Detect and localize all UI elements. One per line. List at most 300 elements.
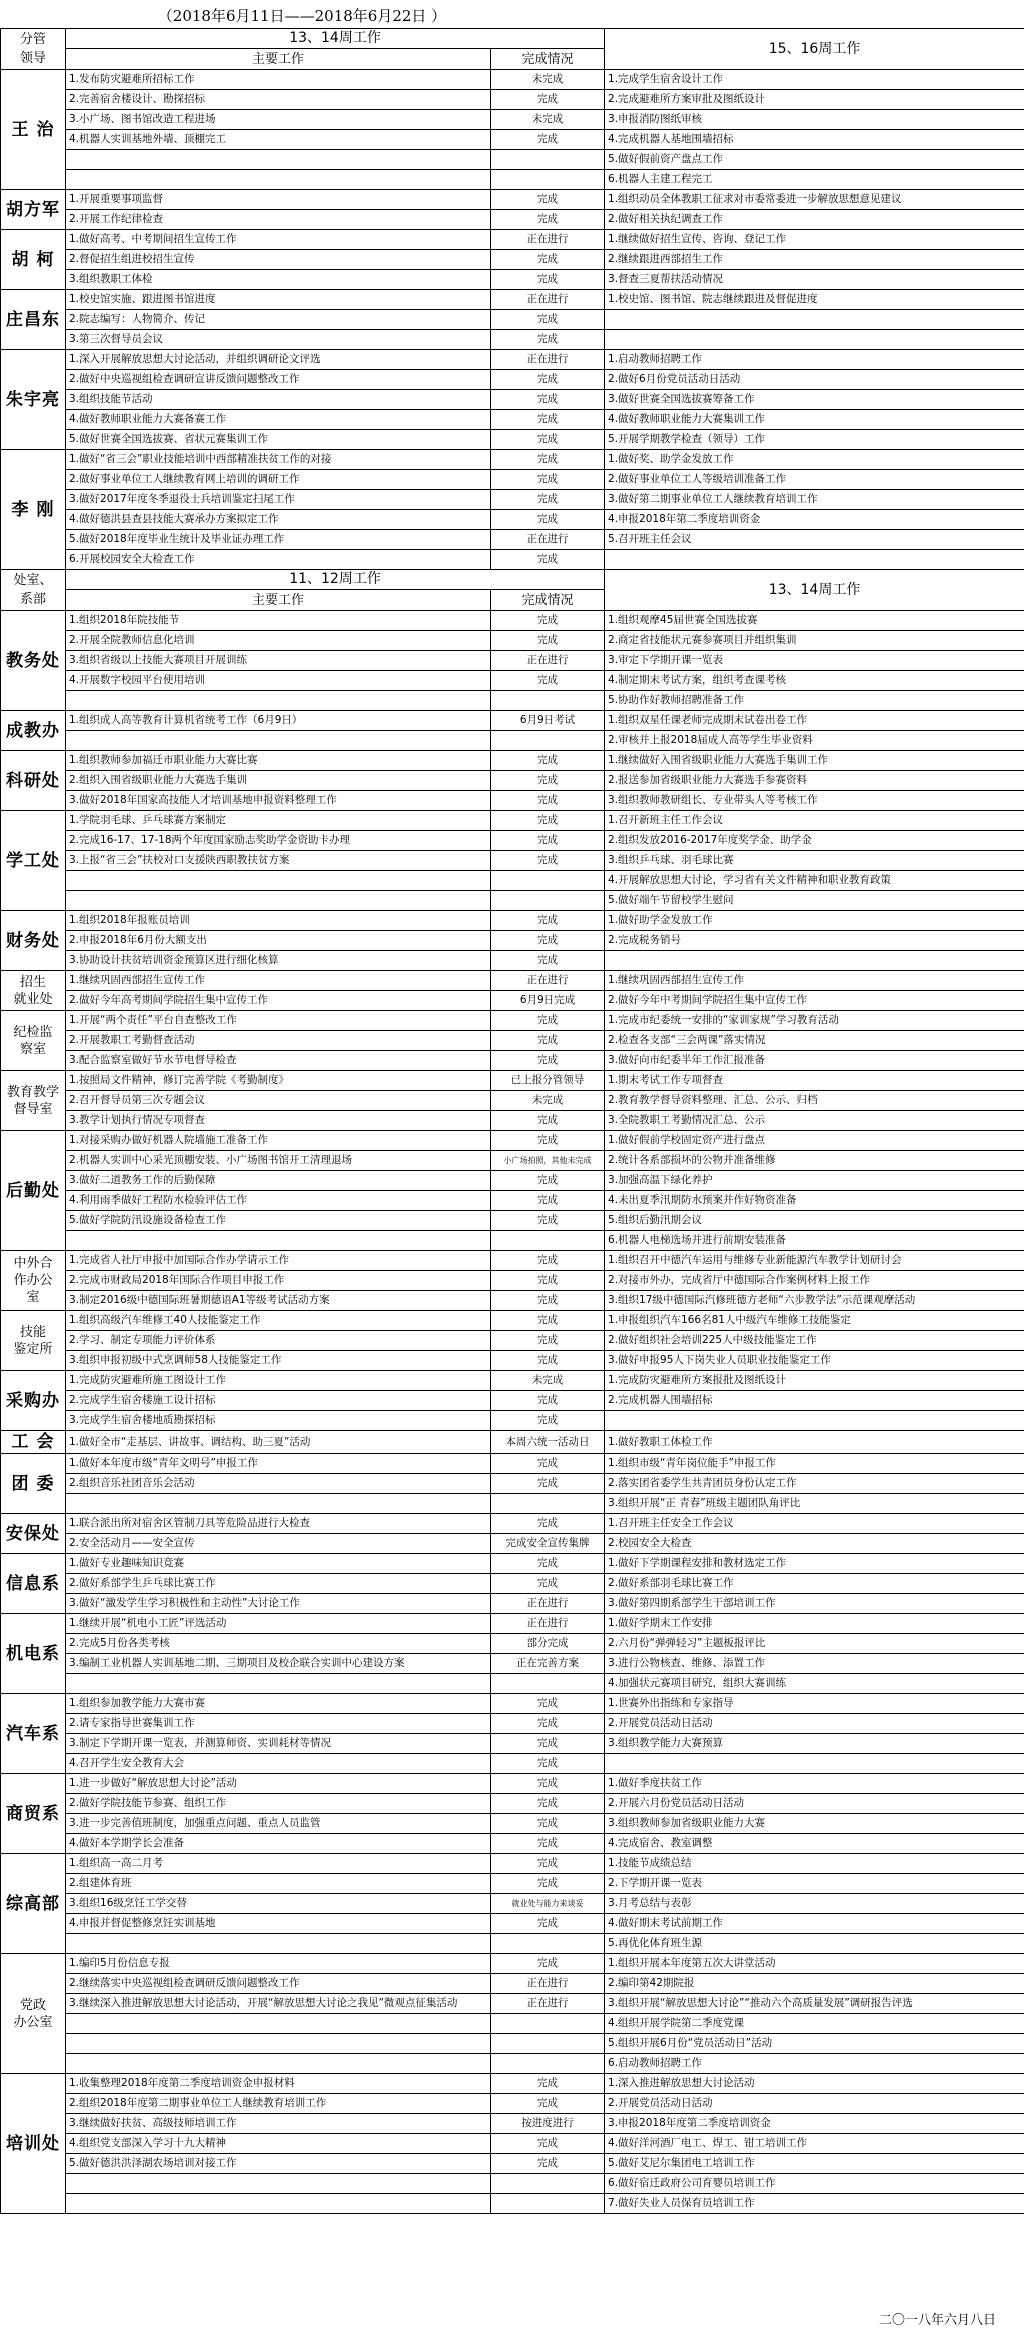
department-name: 财务处 <box>1 911 66 971</box>
completion-status: 完成 <box>491 931 605 951</box>
table-row <box>1 1794 1024 1814</box>
completion-status: 完成 <box>491 490 605 510</box>
next-work-item: 3.申报消防图纸审核 <box>605 110 1024 130</box>
next-work-item: 3.组织教师教研组长、专业带头人等考核工作 <box>605 791 1024 811</box>
table-row <box>1 450 1024 470</box>
table-row <box>1 1854 1024 1874</box>
next-work-item: 3.做好向市纪委半年工作汇报准备 <box>605 1051 1024 1071</box>
department-name: 团 委 <box>1 1454 66 1514</box>
next-work-item: 4.未出夏季汛期防水预案并作好物资准备 <box>605 1191 1024 1211</box>
previous-work-item: 1.继续开展“机电小工匠”评选活动 <box>66 1614 491 1634</box>
table-row <box>1 70 1024 90</box>
previous-work-item <box>66 2034 491 2054</box>
completion-status: 未完成 <box>491 110 605 130</box>
next-work-item: 5.做好假前资产盘点工作 <box>605 150 1024 170</box>
next-work-item: 1.做好下学期课程安排和教材选定工作 <box>605 1554 1024 1574</box>
previous-work-item: 1.进一步做好“解放思想大讨论”活动 <box>66 1774 491 1794</box>
completion-status: 完成 <box>491 250 605 270</box>
previous-work-item: 1.组织教师参加福迁市职业能力大赛比赛 <box>66 751 491 771</box>
next-work-item: 2.做好6月份党员活动日活动 <box>605 370 1024 390</box>
table-row <box>1 1754 1024 1774</box>
previous-work-item <box>66 1934 491 1954</box>
table-row <box>1 1734 1024 1754</box>
previous-work-item: 1.做好本年度市级“青年文明号”申报工作 <box>66 1454 491 1474</box>
previous-work-item: 1.对接采购办做好机器人院墙施工准备工作 <box>66 1131 491 1151</box>
next-work-item: 1.世赛外出指练和专家指导 <box>605 1694 1024 1714</box>
next-work-item: 1.继续做好招生宣传、咨询、登记工作 <box>605 230 1024 250</box>
next-work-item: 2.继续跟进西部招生工作 <box>605 250 1024 270</box>
completion-status <box>491 2194 605 2214</box>
previous-work-item: 3.做好二道教务工作的后勤保障 <box>66 1171 491 1191</box>
previous-work-item: 2.组织音乐社团音乐会活动 <box>66 1474 491 1494</box>
table-row <box>1 1894 1024 1914</box>
table-row <box>1 2014 1024 2034</box>
table-row <box>1 811 1024 831</box>
next-work-item: 1.继续做好入围省级职业能力大赛选手集训工作 <box>605 751 1024 771</box>
completion-status: 完成 <box>491 390 605 410</box>
previous-work-item: 1.校史馆实施、跟进图书馆进度 <box>66 290 491 310</box>
table-row <box>1 1994 1024 2014</box>
table-row <box>1 310 1024 330</box>
department-name: 商贸系 <box>1 1774 66 1854</box>
table-row <box>1 1814 1024 1834</box>
table-row <box>1 1291 1024 1311</box>
next-work-item: 4.完成机器人基地围墙招标 <box>605 130 1024 150</box>
next-work-item: 1.完成防灾避难所方案报批及图纸设计 <box>605 1371 1024 1391</box>
previous-work-item: 3.组织教职工体检 <box>66 270 491 290</box>
table-row <box>1 510 1024 530</box>
next-work-item <box>605 330 1024 350</box>
previous-work-item: 2.做好事业单位工人继续教育网上培训的调研工作 <box>66 470 491 490</box>
table-row <box>1 691 1024 711</box>
next-work-item: 5.开展学期教学检查（领导）工作 <box>605 430 1024 450</box>
department-name: 中外合 作办公 室 <box>1 1251 66 1311</box>
completion-status: 完成安全宣传集牌 <box>491 1534 605 1554</box>
completion-status: 完成 <box>491 370 605 390</box>
table-row <box>1 2134 1024 2154</box>
table-row <box>1 1874 1024 1894</box>
department-name: 教务处 <box>1 611 66 711</box>
next-work-item: 1.组织市级“青年岗位能手”申报工作 <box>605 1454 1024 1474</box>
completion-status: 完成 <box>491 1794 605 1814</box>
completion-status: 完成 <box>491 2154 605 2174</box>
department-name: 胡 柯 <box>1 230 66 290</box>
table-row <box>1 931 1024 951</box>
completion-status: 完成 <box>491 1854 605 1874</box>
table-row <box>1 2174 1024 2194</box>
next-work-item: 2.下学期开课一览表 <box>605 1874 1024 1894</box>
next-work-item: 2.开展党员活动日活动 <box>605 2094 1024 2114</box>
previous-work-item: 3.继续深入推进解放思想大讨论活动，开展“解放思想大讨论之我见”微观点征集活动 <box>66 1994 491 2014</box>
previous-work-item: 4.做好教师职业能力大赛备赛工作 <box>66 410 491 430</box>
previous-work-item: 1.做好全市“走基层、讲故事、调结构、助三夏”活动 <box>66 1431 491 1454</box>
department-name: 朱宇亮 <box>1 350 66 450</box>
completion-status: 完成 <box>491 190 605 210</box>
previous-work-item: 3.第三次督导员会议 <box>66 330 491 350</box>
previous-work-item: 3.组织16级烹饪工学交替 <box>66 1894 491 1914</box>
completion-status: 完成 <box>491 1331 605 1351</box>
previous-work-item: 2.申报2018年6月份大额支出 <box>66 931 491 951</box>
completion-status: 正在进行 <box>491 350 605 370</box>
next-work-item: 2.做好事业单位工人等级培训准备工作 <box>605 470 1024 490</box>
table-row <box>1 190 1024 210</box>
previous-work-item: 3.制定2016级中德国际班暑期德语A1等级考试活动方案 <box>66 1291 491 1311</box>
next-work-item: 5.召开班主任会议 <box>605 530 1024 550</box>
previous-work-item: 1.组织2018年报账员培训 <box>66 911 491 931</box>
table-row <box>1 550 1024 570</box>
table-row <box>1 1454 1024 1474</box>
completion-status: 完成 <box>491 510 605 530</box>
completion-status: 完成 <box>491 450 605 470</box>
table-row <box>1 2034 1024 2054</box>
completion-status <box>491 1231 605 1251</box>
table-row <box>1 1391 1024 1411</box>
previous-work-item: 3.继续做好扶贫、高级技师培训工作 <box>66 2114 491 2134</box>
previous-work-item: 3.组织技能节活动 <box>66 390 491 410</box>
previous-work-item <box>66 1231 491 1251</box>
table-row <box>1 1091 1024 1111</box>
completion-status: 完成 <box>491 1051 605 1071</box>
next-work-item: 6.机器人主建工程完工 <box>605 170 1024 190</box>
table-row <box>1 90 1024 110</box>
next-work-item: 1.完成市纪委统一安排的“家训家规”学习教育活动 <box>605 1011 1024 1031</box>
department-name: 后勤处 <box>1 1131 66 1251</box>
table-row <box>1 2114 1024 2134</box>
section1-header-row <box>1 29 1024 49</box>
completion-status <box>491 2034 605 2054</box>
completion-status: 完成 <box>491 1734 605 1754</box>
next-work-item: 3.做好世赛全国选拔赛筹备工作 <box>605 390 1024 410</box>
completion-status <box>491 150 605 170</box>
completion-status: 完成 <box>491 550 605 570</box>
table-row <box>1 2154 1024 2174</box>
next-work-item: 3.进行公物核查、维修、添置工作 <box>605 1654 1024 1674</box>
main-work-header: 主要工作 <box>66 49 491 70</box>
table-row <box>1 651 1024 671</box>
next-work-item: 1.做好助学金发放工作 <box>605 911 1024 931</box>
next-work-item <box>605 951 1024 971</box>
previous-work-item: 2.组织入围省级职业能力大赛选手集训 <box>66 771 491 791</box>
next-work-item: 2.对接市外办，完成省厅中德国际合作案例材料上报工作 <box>605 1271 1024 1291</box>
table-row <box>1 470 1024 490</box>
previous-work-item: 1.组织高一高二月考 <box>66 1854 491 1874</box>
completion-status: 完成 <box>491 771 605 791</box>
next-work-item: 1.申报组织汽车166名81人中级汽车维修工技能鉴定 <box>605 1311 1024 1331</box>
table-row <box>1 891 1024 911</box>
table-row <box>1 210 1024 230</box>
table-row <box>1 150 1024 170</box>
previous-work-item: 2.完成16-17、17-18两个年度国家励志奖助学金资助卡办理 <box>66 831 491 851</box>
next-work-item: 3.组织乒乓球、羽毛球比赛 <box>605 851 1024 871</box>
next-work-item: 2.编印第42期院报 <box>605 1974 1024 1994</box>
previous-work-item: 1.做好高考、中考期间招生宣传工作 <box>66 230 491 250</box>
completion-status: 完成 <box>491 1954 605 1974</box>
next-work-item: 2.完成机器人围墙招标 <box>605 1391 1024 1411</box>
next-work-item: 1.做好假前学校固定资产进行盘点 <box>605 1131 1024 1151</box>
table-row <box>1 731 1024 751</box>
next-work-item: 4.做好洋河酒厂电工、焊工、钳工培训工作 <box>605 2134 1024 2154</box>
department-name: 王 治 <box>1 70 66 190</box>
previous-work-item <box>66 691 491 711</box>
table-row <box>1 791 1024 811</box>
next-work-item: 2.检查各支部“三会两课”落实情况 <box>605 1031 1024 1051</box>
department-name: 汽车系 <box>1 1694 66 1774</box>
previous-work-item: 1.开展“两个责任”平台自查整改工作 <box>66 1011 491 1031</box>
completion-status: 完成 <box>491 90 605 110</box>
department-name: 李 刚 <box>1 450 66 570</box>
department-name: 胡方军 <box>1 190 66 230</box>
next-work-item: 2.统计各系部损坏的公物并准备维修 <box>605 1151 1024 1171</box>
completion-status: 完成 <box>491 1574 605 1594</box>
completion-status: 完成 <box>491 2094 605 2114</box>
previous-work-item: 4.机器人实训基地外墙、顶棚完工 <box>66 130 491 150</box>
table-row <box>1 1071 1024 1091</box>
table-row <box>1 1331 1024 1351</box>
next-work-item: 2.教育教学督导资料整理、汇总、公示、归档 <box>605 1091 1024 1111</box>
table-row <box>1 530 1024 550</box>
table-row <box>1 350 1024 370</box>
next-work-item: 1.做好季度扶贫工作 <box>605 1774 1024 1794</box>
department-name: 安保处 <box>1 1514 66 1554</box>
table-row <box>1 1714 1024 1734</box>
schedule-table-container <box>0 28 1024 2214</box>
table-row <box>1 1431 1024 1454</box>
table-row <box>1 1954 1024 1974</box>
next-work-item: 2.做好今年中考期间学院招生集中宣传工作 <box>605 991 1024 1011</box>
table-row <box>1 1654 1024 1674</box>
previous-work-item: 4.做好本学期学长会准备 <box>66 1834 491 1854</box>
next-work-item: 6.机器人电梯选场并进行前期安装准备 <box>605 1231 1024 1251</box>
completion-status: 正在完善方案 <box>491 1654 605 1674</box>
completion-status: 完成 <box>491 1111 605 1131</box>
table-row <box>1 1474 1024 1494</box>
previous-work-item: 2.完成5月份各类考核 <box>66 1634 491 1654</box>
table-row <box>1 1191 1024 1211</box>
next-work-item: 3.组织开展“正 青春”班级主题团队角评比 <box>605 1494 1024 1514</box>
column-label: 处室、 系部 <box>1 570 66 611</box>
next-work-item: 2.做好系部羽毛球比赛工作 <box>605 1574 1024 1594</box>
previous-work-item: 1.继续巩固西部招生宣传工作 <box>66 971 491 991</box>
table-row <box>1 991 1024 1011</box>
previous-work-item <box>66 2014 491 2034</box>
previous-work-item: 3.进一步完善值班制度，加强重点问题、重点人员监管 <box>66 1814 491 1834</box>
previous-work-item: 3.教学计划执行情况专项督查 <box>66 1111 491 1131</box>
table-row <box>1 671 1024 691</box>
previous-work-item: 2.开展工作纪律检查 <box>66 210 491 230</box>
completion-status: 完成 <box>491 1694 605 1714</box>
next-work-item: 1.启动教师招聘工作 <box>605 350 1024 370</box>
table-row <box>1 1514 1024 1534</box>
department-name: 庄昌东 <box>1 290 66 350</box>
completion-status: 完成 <box>491 1454 605 1474</box>
department-name: 学工处 <box>1 811 66 911</box>
next-work-item <box>605 550 1024 570</box>
table-row <box>1 1231 1024 1251</box>
next-work-item <box>605 1754 1024 1774</box>
table-row <box>1 1351 1024 1371</box>
previous-work-item: 2.开展教职工考勤督查活动 <box>66 1031 491 1051</box>
department-name: 科研处 <box>1 751 66 811</box>
next-work-item: 3.审定下学期开课一览表 <box>605 651 1024 671</box>
completion-status: 完成 <box>491 1031 605 1051</box>
next-work-item: 2.六月份“弹弹轻习”主题板报评比 <box>605 1634 1024 1654</box>
table-row <box>1 410 1024 430</box>
completion-status <box>491 731 605 751</box>
table-row <box>1 1574 1024 1594</box>
completion-status: 部分完成 <box>491 1634 605 1654</box>
next-work-item: 1.校史馆、图书馆、院志继续跟进及督促进度 <box>605 290 1024 310</box>
previous-work-item: 4.组织党支部深入学习十九大精神 <box>66 2134 491 2154</box>
department-name: 综高部 <box>1 1854 66 1954</box>
next-work-item: 1.做好奖、助学金发放工作 <box>605 450 1024 470</box>
previous-work-item: 1.开展重要事项监督 <box>66 190 491 210</box>
previous-work-item: 2.做好中央巡视组检查调研宣讲反馈问题整改工作 <box>66 370 491 390</box>
previous-work-item: 3.做好“激发学生学习积极性和主动性”大讨论工作 <box>66 1594 491 1614</box>
completion-status: 正在进行 <box>491 290 605 310</box>
previous-work-item: 1.深入开展解放思想大讨论活动，并组织调研论文评选 <box>66 350 491 370</box>
table-row <box>1 1411 1024 1431</box>
previous-work-item: 1.组织参加教学能力大赛市赛 <box>66 1694 491 1714</box>
completion-status <box>491 891 605 911</box>
previous-work-item: 2.做好系部学生乒乓球比赛工作 <box>66 1574 491 1594</box>
table-row <box>1 1031 1024 1051</box>
completion-status <box>491 1674 605 1694</box>
next-work-item: 5.做好艾尼尔集团电工培训工作 <box>605 2154 1024 2174</box>
table-row <box>1 631 1024 651</box>
previous-work-item: 2.完成市财政局2018年国际合作项目申报工作 <box>66 1271 491 1291</box>
completion-status: 完成 <box>491 1351 605 1371</box>
completion-status: 完成 <box>491 831 605 851</box>
previous-work-item <box>66 1674 491 1694</box>
next-work-item: 5.组织开展6月份“党员活动日”活动 <box>605 2034 1024 2054</box>
previous-work-item: 3.组织省级以上技能大赛项目开展训练 <box>66 651 491 671</box>
next-work-item: 6.启动教师招聘工作 <box>605 2054 1024 2074</box>
next-work-item: 1.组织双星任课老师完成期末试卷出卷工作 <box>605 711 1024 731</box>
next-work-item: 1.深入推进解放思想大讨论活动 <box>605 2074 1024 2094</box>
status-header: 完成情况 <box>491 49 605 70</box>
previous-work-item: 4.申报并督促整修烹饪实训基地 <box>66 1914 491 1934</box>
schedule-table-body <box>1 29 1024 2214</box>
completion-status <box>491 2174 605 2194</box>
completion-status: 完成 <box>491 1251 605 1271</box>
previous-work-item: 1.组织高级汽车维修工40人技能鉴定工作 <box>66 1311 491 1331</box>
completion-status: 完成 <box>491 1714 605 1734</box>
completion-status: 完成 <box>491 951 605 971</box>
table-row <box>1 270 1024 290</box>
completion-status: 正在进行 <box>491 530 605 550</box>
previous-work-item: 2.组织2018年度第二期事业单位工人继续教育培训工作 <box>66 2094 491 2114</box>
table-row <box>1 771 1024 791</box>
completion-status <box>491 2014 605 2034</box>
completion-status: 完成 <box>491 1171 605 1191</box>
next-work-item: 4.加强状元赛项目研究，组织大赛训练 <box>605 1674 1024 1694</box>
department-name: 培训处 <box>1 2074 66 2214</box>
completion-status: 完成 <box>491 1874 605 1894</box>
previous-work-item: 2.做好今年高考期间学院招生集中宣传工作 <box>66 991 491 1011</box>
completion-status <box>491 170 605 190</box>
main-work-header: 主要工作 <box>66 590 491 611</box>
column-label: 分管 领导 <box>1 29 66 70</box>
next-work-item: 1.技能节成绩总结 <box>605 1854 1024 1874</box>
completion-status: 完成 <box>491 130 605 150</box>
completion-status: 完成 <box>491 851 605 871</box>
previous-work-item: 1.联合派出所对宿舍区管制刀具等危险品进行大检查 <box>66 1514 491 1534</box>
next-work-item: 3.组织教学能力大赛预算 <box>605 1734 1024 1754</box>
previous-work-item: 2.完成学生宿舍楼施工设计招标 <box>66 1391 491 1411</box>
table-row <box>1 1674 1024 1694</box>
next-work-item: 1.继续巩固西部招生宣传工作 <box>605 971 1024 991</box>
table-row <box>1 971 1024 991</box>
completion-status: 完成 <box>491 791 605 811</box>
completion-status: 完成 <box>491 1011 605 1031</box>
completion-status: 完成 <box>491 751 605 771</box>
previous-work-item: 3.完成学生宿舍楼地质勘探招标 <box>66 1411 491 1431</box>
previous-work-item: 2.做好学院技能节参赛、组织工作 <box>66 1794 491 1814</box>
previous-work-item: 2.机器人实训中心采光顶棚安装、小广场图书馆开工清理退场 <box>66 1151 491 1171</box>
previous-work-item: 1.做好“省三会”职业技能培训中西部精准扶贫工作的对接 <box>66 450 491 470</box>
completion-status: 正在进行 <box>491 1594 605 1614</box>
next-work-item: 2.落实团省委学生共青团员身份认定工作 <box>605 1474 1024 1494</box>
completion-status: 完成 <box>491 1554 605 1574</box>
previous-work-item <box>66 731 491 751</box>
previous-work-item: 3.小广场、图书馆改造工程进场 <box>66 110 491 130</box>
table-row <box>1 1271 1024 1291</box>
table-row <box>1 1151 1024 1171</box>
left-period-header: 13、14周工作 <box>66 29 605 49</box>
next-work-item: 4.开展解放思想大讨论，学习省有关文件精神和职业教育政策 <box>605 871 1024 891</box>
completion-status: 未完成 <box>491 1091 605 1111</box>
table-row <box>1 330 1024 350</box>
table-row <box>1 1251 1024 1271</box>
completion-status: 完成 <box>491 1311 605 1331</box>
previous-work-item: 4.利用雨季做好工程防水检验评估工作 <box>66 1191 491 1211</box>
right-period-header: 13、14周工作 <box>605 570 1024 611</box>
next-work-item: 1.召开班主任安全工作会议 <box>605 1514 1024 1534</box>
previous-work-item: 3.配合监察室做好节水节电督导检查 <box>66 1051 491 1071</box>
department-name: 党政 办公室 <box>1 1954 66 2074</box>
previous-work-item: 2.学习、制定专项能力评价体系 <box>66 1331 491 1351</box>
completion-status: 完成 <box>491 631 605 651</box>
next-work-item: 4.制定期末考试方案，组织考查课考核 <box>605 671 1024 691</box>
table-row <box>1 1694 1024 1714</box>
table-row <box>1 1311 1024 1331</box>
department-name: 纪检监 察室 <box>1 1011 66 1071</box>
next-work-item: 5.组织后勤汛期会议 <box>605 1211 1024 1231</box>
table-row <box>1 1914 1024 1934</box>
previous-work-item <box>66 2194 491 2214</box>
completion-status: 正在进行 <box>491 1614 605 1634</box>
next-work-item: 2.开展党员活动日活动 <box>605 1714 1024 1734</box>
table-row <box>1 370 1024 390</box>
next-work-item: 2.审核并上报2018届成人高等学生毕业资料 <box>605 731 1024 751</box>
next-work-item: 6.做好宿迁政府公司育婴员培训工作 <box>605 2174 1024 2194</box>
completion-status: 完成 <box>491 310 605 330</box>
completion-status: 完成 <box>491 1131 605 1151</box>
next-work-item: 4.完成宿舍、教室调整 <box>605 1834 1024 1854</box>
next-work-item: 1.做好教职工体检工作 <box>605 1431 1024 1454</box>
table-row <box>1 1211 1024 1231</box>
completion-status: 完成 <box>491 2134 605 2154</box>
previous-work-item: 1.完成省人社厅申报中加国际合作办学请示工作 <box>66 1251 491 1271</box>
completion-status: 完成 <box>491 470 605 490</box>
table-row <box>1 1011 1024 1031</box>
completion-status: 完成 <box>491 210 605 230</box>
previous-work-item: 5.做好2018年度毕业生统计及毕业证办理工作 <box>66 530 491 550</box>
table-row <box>1 1494 1024 1514</box>
previous-work-item: 1.发布防灾避难所招标工作 <box>66 70 491 90</box>
next-work-item: 2.做好相关执纪调查工作 <box>605 210 1024 230</box>
department-name: 采购办 <box>1 1371 66 1431</box>
